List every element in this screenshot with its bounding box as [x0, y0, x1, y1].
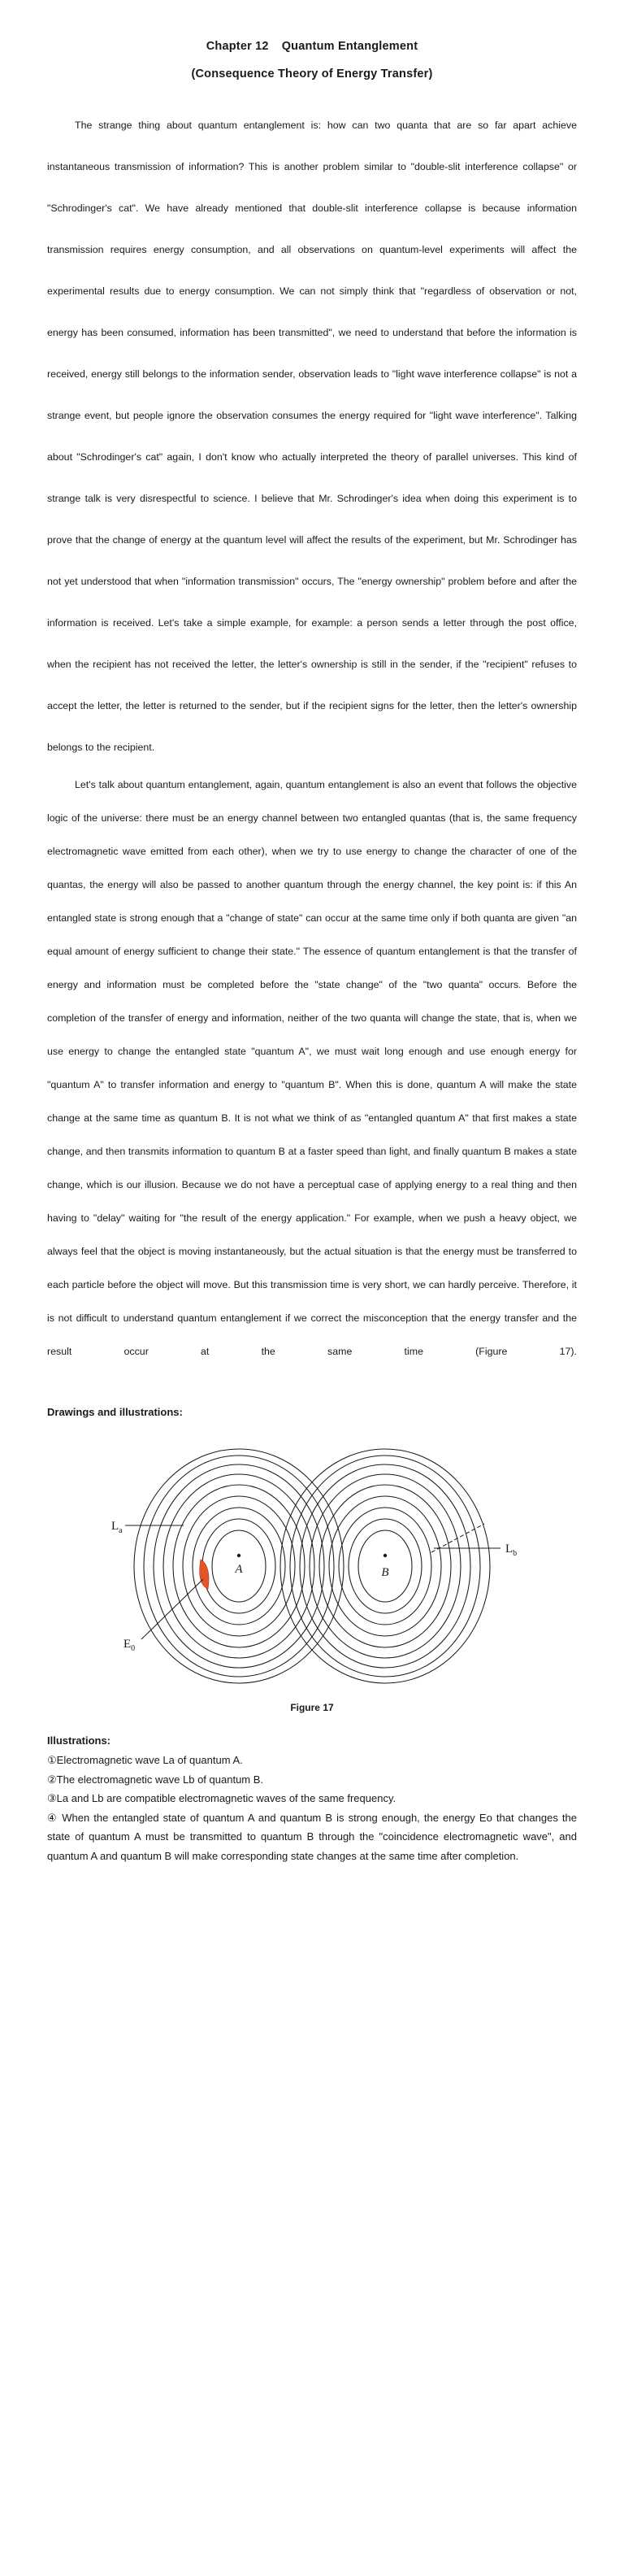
list-marker-1: ① [47, 1754, 57, 1766]
body-text [47, 105, 577, 1402]
list-item [47, 1751, 577, 1770]
point-a-marker [237, 1554, 240, 1557]
paragraph-2: Let's talk about quantum entanglement, again, quantum entanglement is also an event that follows the objective logic of the universe: there must be an energy channel between two entangled quantas (that is, the same frequency electromagnetic wave emitted from each other), when we try to use energy to change the character of one of the quantas, the energy will also be passed to another quantum through the energy channel, the key point is: if this An entangled state is strong enough that a "change of state" can occur at the same time only if both quanta are given "an equal amount of energy sufficient to change their state." The essence of quantum entanglement is that the transfer of energy and information must be completed before the "state change" of the "two quanta" occurs. Before the completion of the transfer of energy and information, neither of the two quanta will change the state, that is, when we use energy to change the entangled state "quantum A", we must wait long enough and use enough energy for "quantum A" to transfer information and energy to "quantum B". When this is done, quantum A will make the state change at the same time as quantum B. It is not what we think of as "entangled quantum A" that first makes a state change, and then transmits information to quantum B at a faster speed than light, and finally quantum B makes a state change, which is our illusion. Because we do not have a perceptual case of applying energy to a real thing and then having to "delay" waiting for "the result of the energy application." For example, when we push a heavy object, we always feel that the object is moving instantaneously, but the actual situation is that the energy must be transferred to each particle before the object will move. But this transmission time is very short, we can hardly perceive. Therefore, it is not difficult to understand quantum entanglement if we correct the misconception that the energy transfer and the result occur at the same time (Figure 17). [47, 779, 577, 1357]
list-item [47, 1770, 577, 1790]
list-marker-2: ② [47, 1773, 57, 1786]
drawings-heading: Drawings and illustrations: [47, 1406, 183, 1418]
paragraph-1: The strange thing about quantum entanglement is: how can two quanta that are so far apart achieve instantaneous transmission of information? This is another problem similar to "double-slit interference collapse" or "Schrodinger's cat". We have already mentioned that double-slit interference collapse is because information transmission requires energy consumption, and all observations on quantum-level experiments will affect the experimental results due to energy consumption. We can not simply think that "regardless of observation or not, energy has been consumed, information has been transmitted", we need to understand that before the information is received, energy still belongs to the information sender, observation leads to "light wave interference collapse" is not a strange event, but people ignore the observation consumes the energy required for "light wave interference". Talking about "Schrodinger's cat" again, I don't know who actually interpreted the theory of parallel universes. This kind of strange talk is very disrespectful to science. I believe that Mr. Schrodinger's idea when doing this experiment is to prove that the change of energy at the quantum level will affect the results of the experiment, but Mr. Schrodinger has not yet understood that when "information transmission" occurs, The "energy ownership" problem before and after the information is received. Let's take a simple example, for example: a person sends a letter through the post office, when the recipient has not received the letter, the letter's ownership is still in the sender, if the "recipient" refuses to accept the letter, the letter is returned to the sender, but if the recipient signs for the letter, then the letter's ownership belongs to the recipient. [47, 120, 577, 753]
entanglement-diagram [84, 1444, 540, 1688]
list-marker-4: ④ [47, 1811, 58, 1824]
list-text-3: La and Lb are compatible electromagnetic waves of the same frequency. [56, 1792, 396, 1804]
list-item [47, 1808, 577, 1866]
list-text-4: When the entangled state of quantum A and quantum B is strong enough, the energy Eo that changes the state of quantum A must be transmitted to quantum B through the "coincidence electromagnetic wave", and quantum A and quantum B will make corresponding state changes at the same time after completion. [47, 1811, 577, 1862]
page-subtitle: (Consequence Theory of Energy Transfer) [191, 67, 433, 80]
label-la: $L_a$ [111, 1520, 123, 1535]
figure-caption: Figure 17 [290, 1702, 334, 1713]
point-b-marker [384, 1554, 387, 1557]
list-text-2: The electromagnetic wave Lb of quantum B. [56, 1773, 264, 1786]
label-lb: $L_b$ [505, 1543, 518, 1558]
page-title [47, 27, 577, 53]
point-b-label: B [381, 1566, 389, 1579]
illustrations-list [47, 1751, 577, 1865]
list-marker-3: ③ [47, 1792, 57, 1804]
illustrations-heading: Illustrations: [47, 1734, 111, 1747]
energy-highlight-shape [200, 1560, 209, 1589]
label-e0: $E_0$ [124, 1638, 136, 1653]
list-item [47, 1789, 577, 1808]
chapter-title: Quantum Entanglement [281, 40, 418, 53]
point-a-label: A [235, 1563, 243, 1576]
figure-17 [47, 1444, 577, 1713]
chapter-label: Chapter 12 [206, 40, 269, 53]
list-text-1: Electromagnetic wave La of quantum A. [56, 1754, 243, 1766]
